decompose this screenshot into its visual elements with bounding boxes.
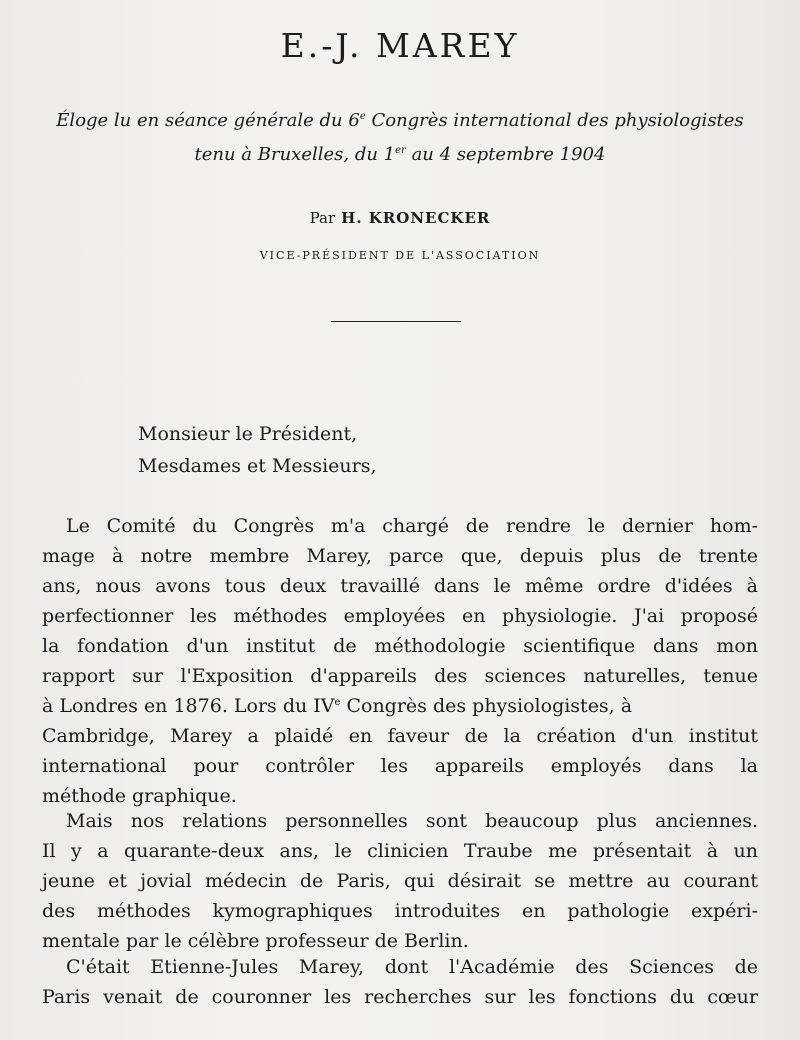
paragraph-line: la fondation d'un institut de méthodologie scientifique dans mon	[42, 635, 758, 657]
paragraph-line-text: à Londres en 1876. Lors du IV	[42, 695, 335, 717]
author-name: H. KRONECKER	[341, 209, 491, 227]
subtitle-line-2	[0, 144, 800, 165]
author-line	[0, 209, 800, 227]
paragraph-line: international pour contrôler les appareils employés dans la	[42, 755, 758, 777]
salutation-line-1: Monsieur le Président,	[138, 423, 358, 445]
subtitle-line-1-superscript: e	[359, 111, 366, 122]
paragraph-line: méthode graphique.	[42, 785, 237, 807]
paragraph-line	[42, 691, 758, 721]
ordinal-superscript: e	[334, 697, 341, 708]
paragraph-line: mage à notre membre Marey, parce que, depuis plus de trente	[42, 545, 758, 567]
paragraph-1	[42, 511, 758, 811]
paragraph-line: des méthodes kymographiques introduites en pathologie expéri-	[42, 900, 758, 922]
paragraph-line: Paris venait de couronner les recherches sur les fonctions du cœur	[42, 986, 758, 1008]
paragraph-line: rapport sur l'Exposition d'appareils des sciences naturelles, tenue	[42, 665, 758, 687]
section-divider	[331, 321, 461, 322]
subtitle-line-1-text-end: Congrès international des physiologistes	[365, 110, 744, 131]
paragraph-3	[42, 952, 758, 1012]
paragraph-line: ans, nous avons tous deux travaillé dans le même ordre d'idées à	[42, 575, 758, 597]
paragraph-line: Cambridge, Marey a plaidé en faveur de la création d'un institut	[42, 725, 758, 747]
page-title: E.-J. MAREY	[280, 26, 520, 65]
subtitle-line-2-superscript: er	[395, 145, 406, 156]
subtitle-line-2-text: tenu à Bruxelles, du 1	[194, 144, 396, 165]
paragraph-line: perfectionner les méthodes employées en physiologie. J'ai proposé	[42, 605, 758, 627]
subtitle-line-1-text: Éloge lu en séance générale du 6	[56, 110, 360, 131]
paragraph-line: Mais nos relations personnelles sont beaucoup plus anciennes.	[66, 810, 758, 832]
author-role: VICE-PRÉSIDENT DE L'ASSOCIATION	[259, 249, 541, 262]
paragraph-line: mentale par le célèbre professeur de Berlin.	[42, 930, 469, 952]
paragraph-line: C'était Etienne-Jules Marey, dont l'Académie des Sciences de	[66, 956, 758, 978]
paragraph-line: jeune et jovial médecin de Paris, qui désirait se mettre au courant	[42, 870, 758, 892]
author-prefix: Par	[309, 209, 336, 227]
paragraph-2	[42, 806, 758, 956]
subtitle-line-2-text-end: au 4 septembre 1904	[405, 144, 606, 165]
salutation-line-2: Mesdames et Messieurs,	[138, 455, 377, 477]
subtitle-line-1	[0, 110, 800, 131]
paragraph-line-text-end: Congrès des physiologistes, à	[340, 695, 633, 717]
paragraph-line: Le Comité du Congrès m'a chargé de rendre le dernier hom-	[66, 515, 758, 537]
paragraph-line: Il y a quarante-deux ans, le clinicien Traube me présentait à un	[42, 840, 758, 862]
